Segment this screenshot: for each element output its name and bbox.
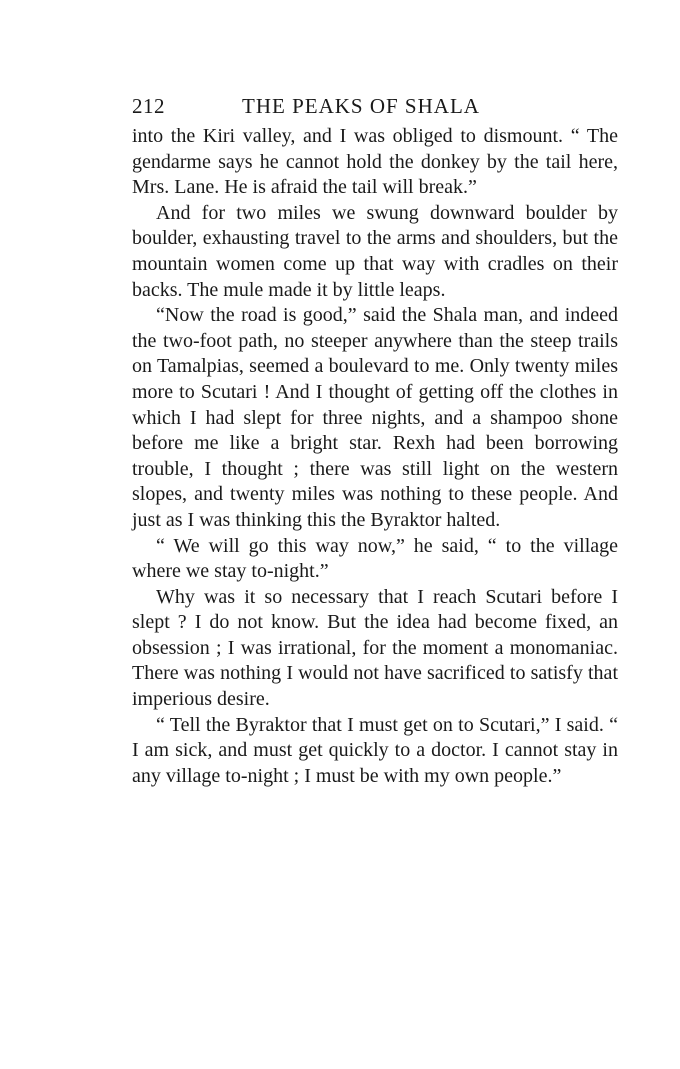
body-text [132, 124, 618, 789]
paragraph: “Now the road is good,” said the Shala man, and indeed the two-foot path, no steeper anywhere than the steep trails on Tamalpias, seemed a boulevard to me. Only twenty miles more to Scutari ! And I thought of getting off the clothes in which I had slept for three nights, and a shampoo shone before me like a bright star. Rexh had been borrowing trouble, I thought ; there was still light on the western slopes, and twenty miles was nothing to these people. And just as I was thinking this the Byraktor halted. [132, 304, 618, 531]
paragraph: “ We will go this way now,” he said, “ to the village where we stay to-night.” [132, 534, 618, 583]
paragraph: into the Kiri valley, and I was obliged to dismount. “ The gendarme says he cannot hold the donkey by the tail here, Mrs. Lane. He is afraid the tail will break.” [132, 125, 618, 199]
paragraph: And for two miles we swung downward boulder by boulder, exhausting travel to the arms and shoulders, but the mountain women come up that way with cradles on their backs. The mule made it by little leaps. [132, 201, 618, 301]
page-number: 212 [132, 94, 165, 118]
running-head [132, 94, 618, 124]
paragraph: Why was it so necessary that I reach Scutari before I slept ? I do not know. But the idea had become fixed, an obsession ; I was irrational, for the moment a monomaniac. There was nothing I would not have sacrificed to satisfy that imperious desire. [132, 585, 618, 711]
running-title: THE PEAKS OF SHALA [242, 94, 480, 118]
book-page [132, 94, 618, 789]
paragraph: “ Tell the Byraktor that I must get on to Scutari,” I said. “ I am sick, and must get quickly to a doctor. I cannot stay in any village to-night ; I must be with my own people.” [132, 713, 618, 787]
